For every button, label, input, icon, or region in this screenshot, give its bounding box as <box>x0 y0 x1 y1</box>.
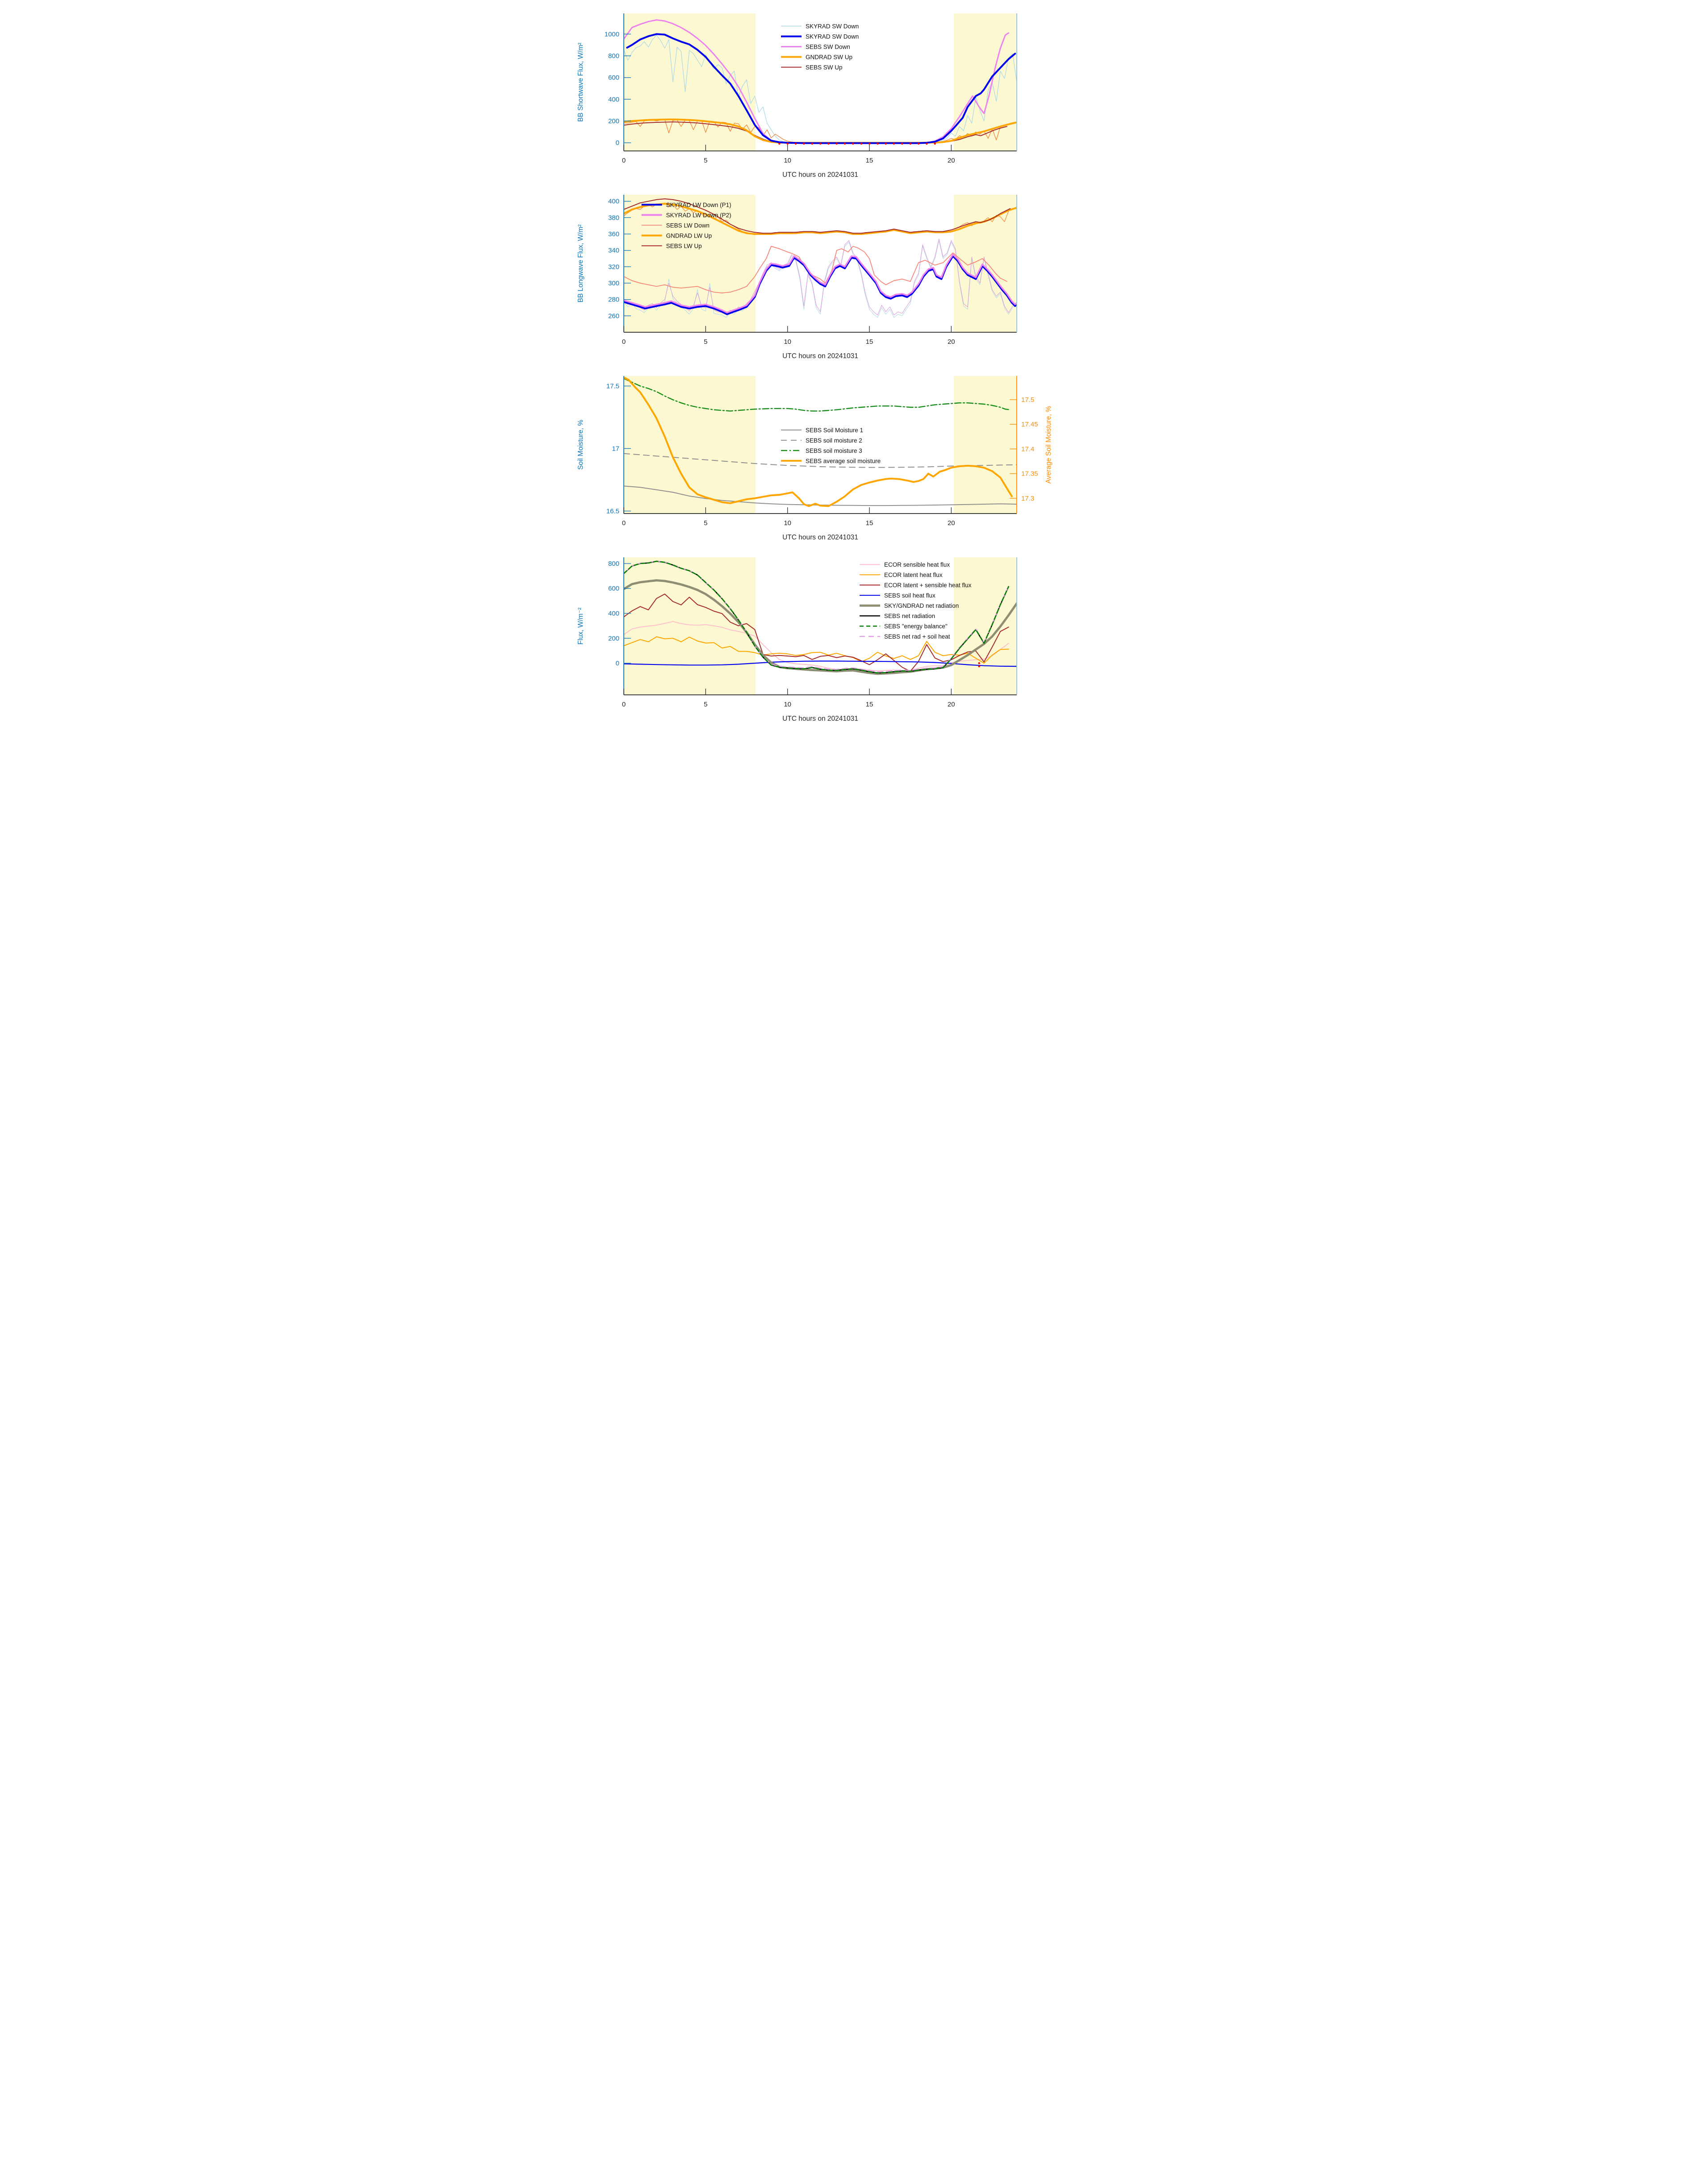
svg-text:ECOR sensible heat flux: ECOR sensible heat flux <box>884 561 950 568</box>
svg-text:15: 15 <box>865 519 873 527</box>
svg-text:SEBS SW Down: SEBS SW Down <box>806 43 850 50</box>
panel-shortwave-flux <box>569 0 1139 181</box>
y-axis-label: Soil Moisture, % <box>577 420 585 470</box>
svg-text:17.45: 17.45 <box>1021 421 1038 429</box>
svg-text:17.35: 17.35 <box>1021 470 1038 478</box>
svg-text:20: 20 <box>947 338 955 346</box>
svg-text:400: 400 <box>608 197 619 205</box>
svg-text:SEBS soil moisture 2: SEBS soil moisture 2 <box>806 437 862 444</box>
svg-text:340: 340 <box>608 247 619 255</box>
svg-text:SKYRAD SW Down: SKYRAD SW Down <box>806 23 859 30</box>
svg-text:SEBS SW Up: SEBS SW Up <box>806 64 843 71</box>
svg-text:SEBS net radiation: SEBS net radiation <box>884 613 935 620</box>
svg-text:0: 0 <box>615 139 619 147</box>
svg-text:ECOR latent heat flux: ECOR latent heat flux <box>884 572 943 579</box>
svg-text:200: 200 <box>608 117 619 125</box>
svg-text:17.5: 17.5 <box>1021 396 1035 404</box>
svg-text:SEBS LW Down: SEBS LW Down <box>666 222 710 229</box>
svg-text:360: 360 <box>608 230 619 238</box>
svg-text:SKYRAD LW Down (P2): SKYRAD LW Down (P2) <box>666 212 731 219</box>
svg-text:0: 0 <box>622 157 626 164</box>
svg-text:15: 15 <box>865 701 873 708</box>
svg-text:17.3: 17.3 <box>1021 494 1035 502</box>
svg-text:0: 0 <box>622 338 626 346</box>
svg-text:20: 20 <box>947 157 955 164</box>
svg-text:SEBS "energy balance": SEBS "energy balance" <box>884 623 948 630</box>
y-axis-label: BB Shortwave Flux, W/m² <box>577 42 585 122</box>
svg-text:320: 320 <box>608 263 619 271</box>
x-axis-label: UTC hours on 20241031 <box>782 715 858 723</box>
x-axis-label: UTC hours on 20241031 <box>782 171 858 179</box>
y-axis-label: Flux, W/m⁻² <box>577 607 585 645</box>
svg-text:280: 280 <box>608 296 619 304</box>
svg-text:20: 20 <box>947 519 955 527</box>
svg-text:400: 400 <box>608 610 619 618</box>
svg-text:10: 10 <box>784 701 792 708</box>
svg-text:GNDRAD LW Up: GNDRAD LW Up <box>666 232 712 239</box>
svg-text:SEBS soil moisture 3: SEBS soil moisture 3 <box>806 447 862 454</box>
svg-text:10: 10 <box>784 157 792 164</box>
svg-text:10: 10 <box>784 519 792 527</box>
svg-text:15: 15 <box>865 338 873 346</box>
svg-text:5: 5 <box>704 338 708 346</box>
svg-text:GNDRAD SW Up: GNDRAD SW Up <box>806 54 853 61</box>
svg-text:SEBS soil heat flux: SEBS soil heat flux <box>884 592 935 599</box>
svg-text:260: 260 <box>608 312 619 320</box>
svg-text:20: 20 <box>947 701 955 708</box>
svg-text:ECOR latent + sensible heat fl: ECOR latent + sensible heat flux <box>884 582 972 589</box>
svg-text:0: 0 <box>615 660 619 668</box>
svg-text:16.5: 16.5 <box>606 507 619 515</box>
svg-text:SEBS net rad + soil heat: SEBS net rad + soil heat <box>884 633 950 640</box>
svg-text:300: 300 <box>608 280 619 287</box>
panel-soil-moisture <box>569 363 1139 544</box>
svg-text:SEBS LW Up: SEBS LW Up <box>666 242 702 250</box>
svg-text:17.4: 17.4 <box>1021 445 1035 453</box>
right-y-axis-label: Average Soil Moisture, % <box>1045 406 1052 484</box>
svg-text:1000: 1000 <box>604 30 619 38</box>
svg-text:600: 600 <box>608 585 619 593</box>
svg-text:800: 800 <box>608 52 619 60</box>
svg-text:400: 400 <box>608 96 619 104</box>
y-axis-label: BB Longwave Flux, W/m² <box>577 224 585 303</box>
svg-text:0: 0 <box>622 519 626 527</box>
svg-text:380: 380 <box>608 214 619 222</box>
svg-text:SKY/GNDRAD net radiation: SKY/GNDRAD net radiation <box>884 602 959 610</box>
svg-text:SKYRAD LW Down (P1): SKYRAD LW Down (P1) <box>666 201 731 209</box>
radiation-soil-flux-figure <box>569 0 1139 725</box>
svg-text:600: 600 <box>608 74 619 82</box>
svg-text:17.5: 17.5 <box>606 382 619 390</box>
x-axis-label: UTC hours on 20241031 <box>782 534 858 541</box>
svg-text:0: 0 <box>622 701 626 708</box>
svg-text:SEBS Soil Moisture 1: SEBS Soil Moisture 1 <box>806 426 864 434</box>
panel-longwave-flux <box>569 181 1139 363</box>
svg-text:5: 5 <box>704 701 708 708</box>
svg-text:10: 10 <box>784 338 792 346</box>
svg-text:800: 800 <box>608 560 619 568</box>
svg-text:200: 200 <box>608 635 619 643</box>
panel-heat-flux <box>569 544 1139 725</box>
svg-text:SKYRAD SW Down: SKYRAD SW Down <box>806 33 859 40</box>
svg-text:17: 17 <box>612 445 619 453</box>
svg-text:5: 5 <box>704 157 708 164</box>
svg-text:SEBS average soil moisture: SEBS average soil moisture <box>806 457 881 464</box>
x-axis-label: UTC hours on 20241031 <box>782 352 858 360</box>
svg-text:15: 15 <box>865 157 873 164</box>
svg-text:5: 5 <box>704 519 708 527</box>
